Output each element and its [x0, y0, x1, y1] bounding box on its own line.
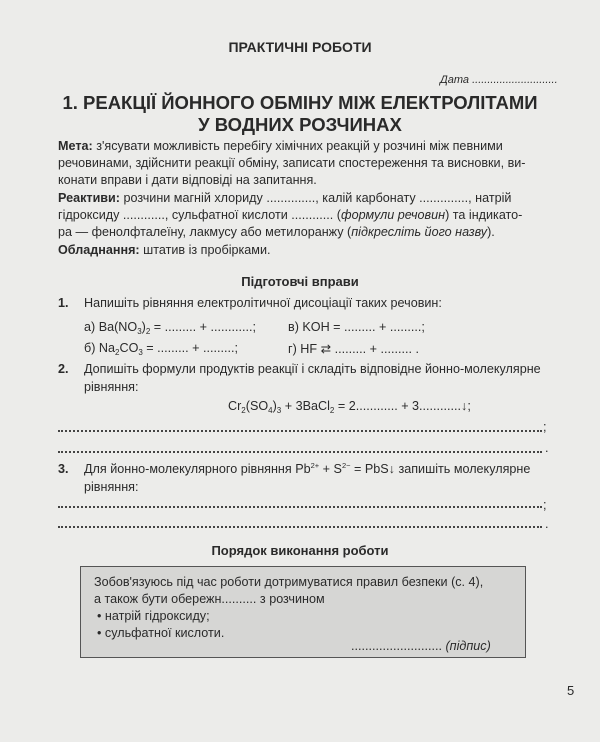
- equipment-line: [58, 243, 271, 257]
- pledge-text: а також бути обережн.......... з розчином: [94, 592, 325, 606]
- punct: .: [545, 517, 549, 531]
- goal-label: Мета:: [58, 139, 93, 153]
- title-line2: У ВОДНИХ РОЗЧИНАХ: [198, 114, 402, 135]
- question-number: 1.: [58, 296, 69, 310]
- procedure-heading: Порядок виконання роботи: [211, 543, 389, 558]
- question-text: Допишіть формули продуктів реакції і складіть відповідне йонно-молекулярне: [84, 362, 541, 376]
- formula-v: [288, 320, 425, 334]
- goal-text: з'ясувати можливість перебігу хімічних реакцій у розчині між певними: [92, 139, 503, 153]
- signature-field[interactable]: [351, 639, 491, 653]
- question-1: [58, 296, 442, 310]
- text-segment: CO: [119, 341, 139, 355]
- text-segment: в) KOH = ......... + .........;: [288, 320, 425, 334]
- equation-cr: [228, 399, 471, 413]
- text-segment: 2+: [310, 461, 320, 470]
- formula-g: [288, 341, 419, 356]
- punct: ;: [543, 498, 547, 512]
- text-segment: б) Na: [84, 341, 116, 355]
- text-segment: 2: [115, 348, 120, 357]
- safety-pledge-box: [80, 566, 526, 658]
- reagents-text: розчини магній хлориду .............., калій карбонату .............., натрій: [120, 191, 512, 205]
- question-2: [58, 360, 541, 396]
- goal-text: конати вправи і дати відповіді на запитання.: [58, 173, 317, 187]
- text-segment: + 3BaCl: [281, 399, 330, 413]
- text-segment: 3: [276, 406, 282, 415]
- reagents-paragraph: [58, 190, 522, 241]
- text-segment: ..........................: [351, 639, 442, 653]
- question-text: Напишіть рівняння електролітичної дисоціації таких речовин:: [84, 296, 442, 310]
- text-segment: (SO: [245, 399, 269, 413]
- text-segment: = 2............ + 3............↓;: [334, 399, 471, 413]
- text-segment: 3: [137, 327, 142, 336]
- equipment-label: Обладнання:: [58, 243, 140, 257]
- text-segment: 2: [329, 406, 335, 415]
- bullet-item: • натрій гідроксиду;: [97, 609, 210, 623]
- text-segment: (підпис): [445, 639, 491, 653]
- punct: .: [545, 441, 549, 455]
- pledge-text: Зобов'язуюсь під час роботи дотримуватися правил безпеки (с. 4),: [94, 575, 484, 589]
- text-segment: 2−: [341, 461, 351, 470]
- text-segment: а) Ba(NO: [84, 320, 138, 334]
- answer-line[interactable]: [58, 498, 542, 508]
- text-segment: 3: [138, 348, 143, 357]
- title-line1: 1. РЕАКЦІЇ ЙОННОГО ОБМІНУ МІЖ ЕЛЕКТРОЛІТАМИ: [62, 92, 538, 113]
- prep-heading: Підготовчі вправи: [241, 274, 359, 289]
- text-segment: г) HF ⇄ ......... + ......... .: [288, 342, 419, 356]
- punct: ;: [543, 420, 547, 434]
- text-segment: Для йонно-молекулярного рівняння Pb: [84, 462, 311, 476]
- reagents-text: ра — фенолфталеїну, лакмусу або метилоранжу (: [58, 225, 352, 239]
- reagents-text: ).: [487, 225, 495, 239]
- text-segment: 2: [241, 406, 246, 415]
- question-3: [58, 460, 530, 496]
- goal-text: речовинами, здійснити реакції обміну, записати спостереження та висновки, ви-: [58, 156, 526, 170]
- question-text: рівняння:: [84, 380, 139, 394]
- text-segment: = ......... + ............;: [150, 320, 256, 334]
- goal-paragraph: [58, 138, 526, 189]
- text-segment: = PbS↓ запишіть молекулярне: [350, 462, 531, 476]
- text-segment: Cr: [228, 399, 242, 413]
- text-segment: ): [272, 399, 277, 413]
- reagents-text: гідроксиду ............, сульфатної кислоти ............ (: [58, 208, 341, 222]
- reagents-label: Реактиви:: [58, 191, 120, 205]
- text-segment: сульфатної кислоти.: [104, 626, 225, 640]
- text-segment: + S: [319, 462, 342, 476]
- text-segment: 4: [268, 406, 273, 415]
- question-text: рівняння:: [84, 480, 139, 494]
- answer-line[interactable]: [58, 422, 542, 432]
- formula-b: [84, 341, 238, 355]
- reagents-hint: підкресліть його назву: [351, 225, 488, 239]
- bullet-item: • сульфатної кислоти.: [97, 626, 225, 640]
- formula-a: [84, 320, 256, 334]
- text-segment: натрій гідроксиду;: [104, 609, 210, 623]
- text-segment: ): [141, 320, 146, 334]
- answer-line[interactable]: [58, 443, 542, 453]
- reagents-hint: формули речовин: [340, 208, 446, 222]
- text-segment: = ......... + .........;: [142, 341, 238, 355]
- section-header: ПРАКТИЧНІ РОБОТИ: [228, 39, 372, 55]
- question-number: 3.: [58, 462, 69, 476]
- reagents-text: ) та індикато-: [445, 208, 523, 222]
- page-number: 5: [567, 683, 575, 698]
- date-field[interactable]: Дата ............................: [440, 74, 558, 86]
- answer-line[interactable]: [58, 518, 542, 528]
- question-number: 2.: [58, 362, 69, 376]
- text-segment: 2: [145, 327, 151, 336]
- equipment-text: штатив із пробірками.: [139, 243, 271, 257]
